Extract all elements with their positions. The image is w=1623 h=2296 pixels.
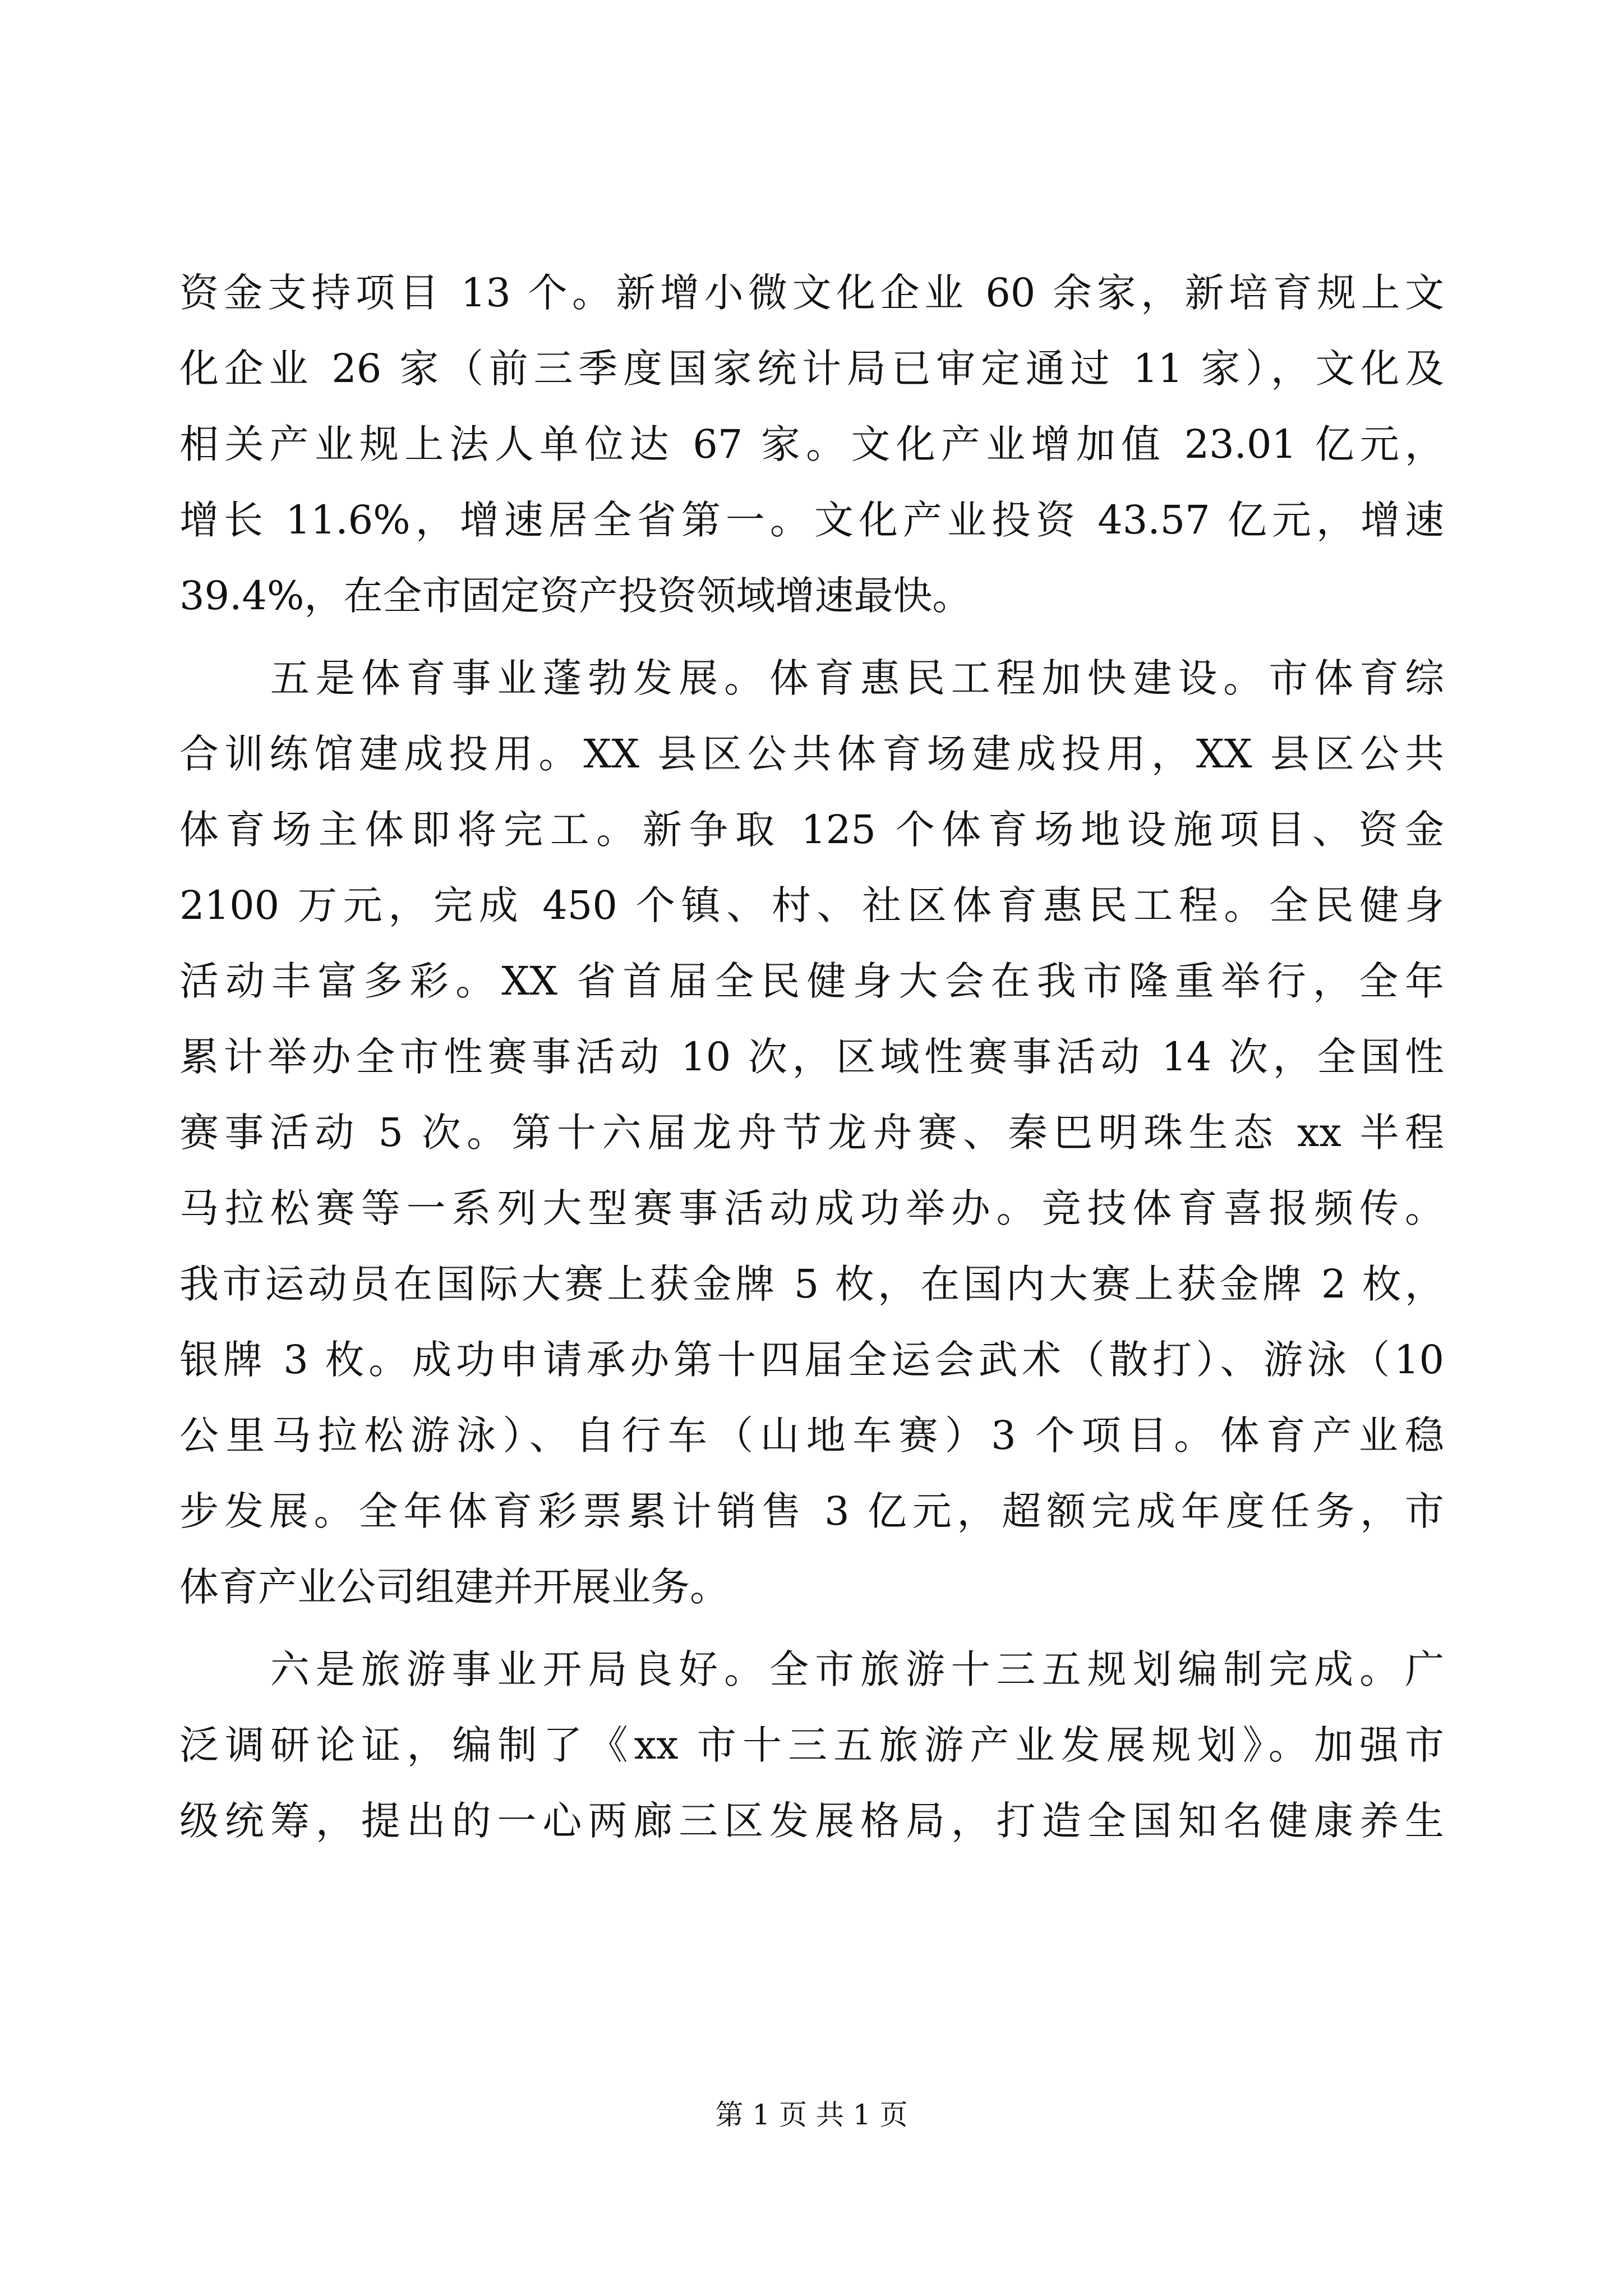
paragraph-sports [179, 641, 1444, 1625]
document-body [179, 255, 1444, 1859]
text-line: 泛调研论证，编制了《xx 市十三五旅游产业发展规划》。加强市 [179, 1722, 1444, 1768]
text-line: 合训练馆建成投用。XX 县区公共体育场建成投用，XX 县区公共 [179, 731, 1444, 777]
page-number: 第 1 页 共 1 页 [715, 2099, 908, 2131]
text-line: 五是体育事业蓬勃发展。体育惠民工程加快建设。市体育综 [179, 655, 1444, 701]
text-line: 公里马拉松游泳）、自行车（山地车赛）3 个项目。体育产业稳 [179, 1412, 1444, 1458]
text-line: 39.4%，在全市固定资产投资领域增速最快。 [179, 573, 972, 619]
text-line: 体育场主体即将完工。新争取 125 个体育场地设施项目、资金 [179, 807, 1444, 853]
text-line: 2100 万元，完成 450 个镇、村、社区体育惠民工程。全民健身 [179, 882, 1444, 928]
text-line: 我市运动员在国际大赛上获金牌 5 枚，在国内大赛上获金牌 2 枚， [179, 1261, 1444, 1307]
paragraph-culture-industry [179, 255, 1444, 634]
text-line: 六是旅游事业开局良好。全市旅游十三五规划编制完成。广 [179, 1646, 1444, 1692]
text-line: 相关产业规上法人单位达 67 家。文化产业增加值 23.01 亿元， [179, 421, 1444, 467]
text-line: 化企业 26 家（前三季度国家统计局已审定通过 11 家），文化及 [179, 346, 1444, 392]
text-line: 体育产业公司组建并开展业务。 [179, 1564, 729, 1610]
text-line: 累计举办全市性赛事活动 10 次，区域性赛事活动 14 次，全国性 [179, 1034, 1444, 1080]
text-line: 资金支持项目 13 个。新增小微文化企业 60 余家，新培育规上文 [179, 270, 1444, 316]
paragraph-tourism [179, 1632, 1444, 1859]
text-line: 步发展。全年体育彩票累计销售 3 亿元，超额完成年度任务，市 [179, 1488, 1444, 1534]
page-footer [0, 2098, 1623, 2132]
text-line: 活动丰富多彩。XX 省首届全民健身大会在我市隆重举行，全年 [179, 958, 1444, 1004]
text-line: 级统筹，提出的一心两廊三区发展格局，打造全国知名健康养生 [179, 1798, 1444, 1844]
text-line: 马拉松赛等一系列大型赛事活动成功举办。竞技体育喜报频传。 [179, 1185, 1444, 1231]
text-line: 增长 11.6%，增速居全省第一。文化产业投资 43.57 亿元，增速 [179, 497, 1444, 543]
text-line: 银牌 3 枚。成功申请承办第十四届全运会武术（散打）、游泳（10 [179, 1337, 1444, 1383]
text-line: 赛事活动 5 次。第十六届龙舟节龙舟赛、秦巴明珠生态 xx 半程 [179, 1110, 1444, 1156]
